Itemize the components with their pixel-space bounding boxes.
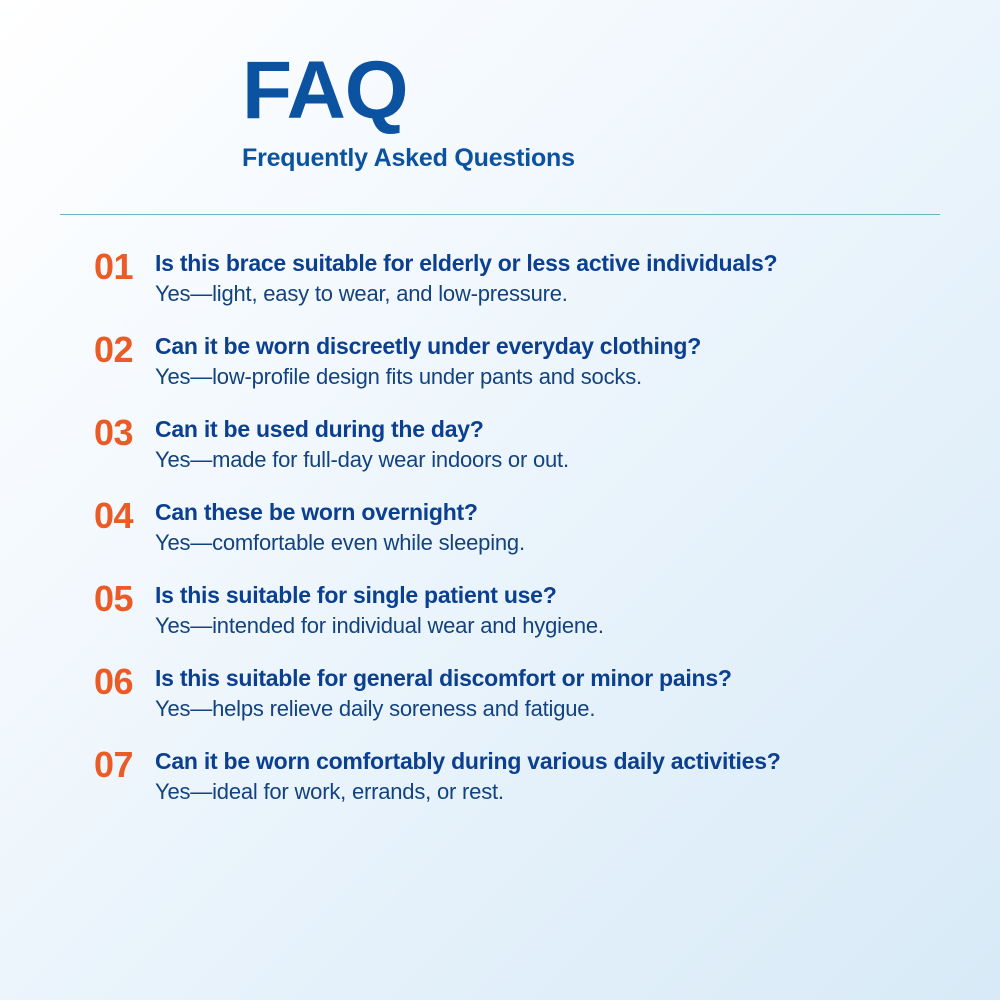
list-item	[60, 663, 940, 722]
faq-answer: Yes—helps relieve daily soreness and fatigue.	[155, 695, 596, 721]
faq-number: 07	[93, 744, 133, 786]
faq-number: 02	[93, 329, 133, 371]
faq-number: 04	[93, 495, 133, 537]
faq-content	[155, 746, 940, 805]
page-title: FAQ	[242, 45, 408, 136]
faq-question: Can it be worn discreetly under everyday clothing?	[155, 333, 702, 360]
faq-question: Is this brace suitable for elderly or less active individuals?	[155, 250, 778, 276]
faq-content	[155, 580, 940, 639]
faq-answer: Yes—ideal for work, errands, or rest.	[155, 779, 504, 805]
page-subtitle: Frequently Asked Questions	[242, 143, 575, 172]
faq-number: 06	[93, 661, 133, 703]
faq-content	[155, 248, 940, 307]
faq-question: Can these be worn overnight?	[155, 499, 478, 526]
faq-number: 01	[93, 246, 133, 287]
list-item	[60, 497, 940, 556]
faq-answer: Yes—low-profile design fits under pants and socks.	[155, 363, 642, 389]
faq-question: Can it be used during the day?	[155, 416, 484, 443]
list-item	[60, 580, 940, 639]
list-item	[60, 331, 940, 390]
page-header	[242, 45, 942, 173]
header-divider	[60, 214, 940, 215]
faq-list	[60, 248, 940, 829]
faq-number: 03	[93, 412, 133, 454]
faq-question: Can it be worn comfortably during various daily activities?	[155, 748, 781, 775]
faq-content	[155, 497, 940, 556]
faq-content	[155, 331, 940, 390]
faq-question: Is this suitable for single patient use?	[155, 582, 557, 609]
faq-answer: Yes—made for full-day wear indoors or out.	[155, 446, 569, 472]
faq-content	[155, 414, 940, 473]
faq-answer: Yes—light, easy to wear, and low-pressure.	[155, 280, 568, 306]
faq-answer: Yes—intended for individual wear and hygiene.	[155, 612, 604, 638]
faq-content	[155, 663, 940, 722]
list-item	[60, 746, 940, 805]
faq-question: Is this suitable for general discomfort or minor pains?	[155, 665, 732, 692]
faq-number: 05	[93, 578, 133, 620]
faq-answer: Yes—comfortable even while sleeping.	[155, 529, 525, 555]
list-item	[60, 248, 940, 307]
list-item	[60, 414, 940, 473]
